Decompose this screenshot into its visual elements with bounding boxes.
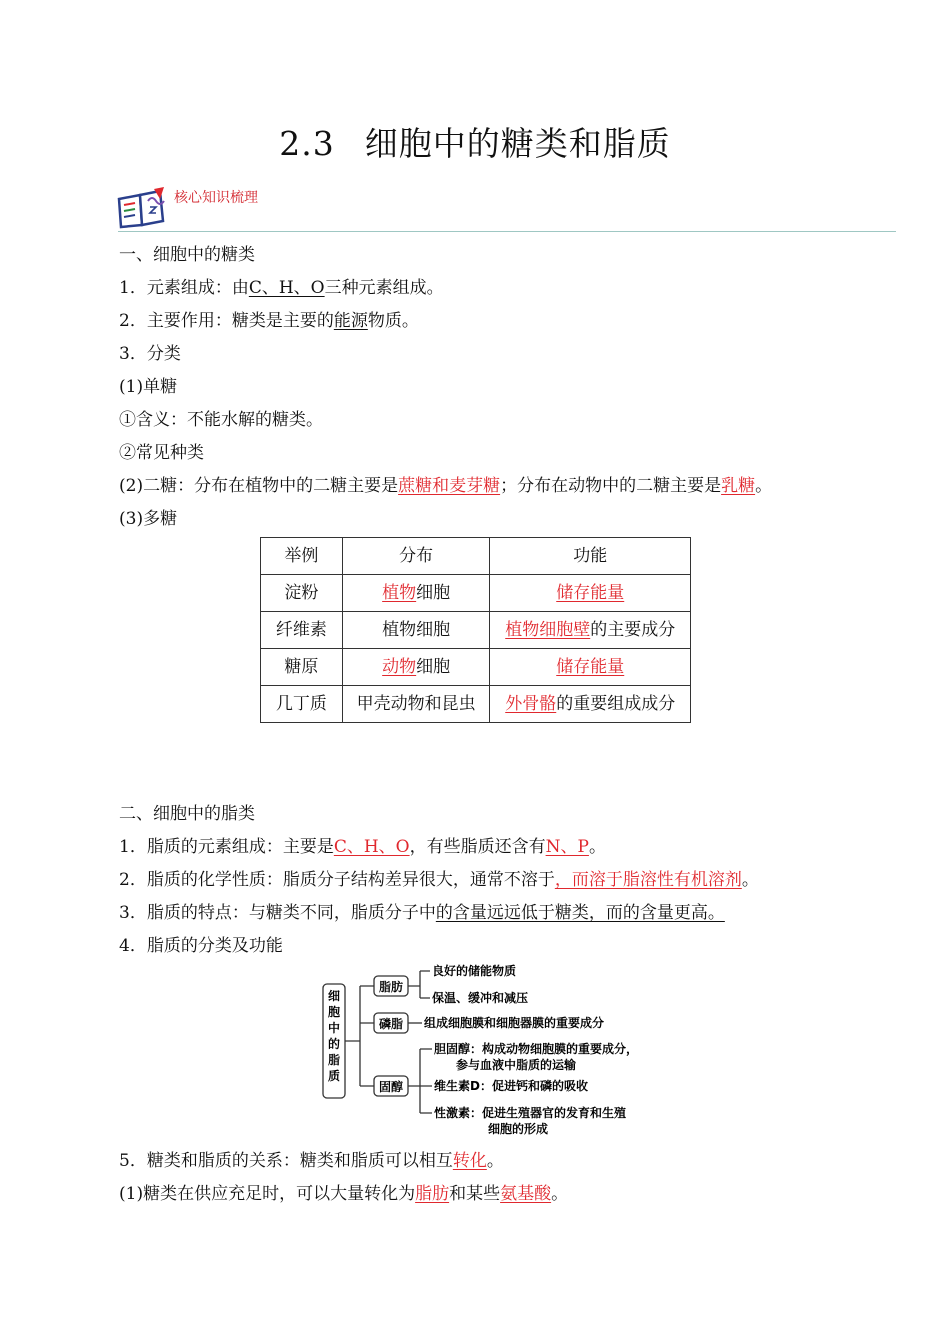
answer-fat: 脂肪 <box>415 1184 450 1204</box>
answer-extra-elements: N、P <box>545 837 589 857</box>
table-header: 举例 <box>261 538 343 575</box>
cholesterol-function-2: 参与血液中脂质的运输 <box>456 1058 577 1072</box>
sugars-line-5: ①含义：不能水解的糖类。 <box>119 410 323 430</box>
answer-solubility: ，而溶于脂溶性有机溶剂 <box>554 870 742 890</box>
lipids-line-2: 2．脂质的化学性质：脂质分子结构差异很大，通常不溶于，而溶于脂溶性有机溶剂。 <box>119 870 759 890</box>
sugars-line-3: 3．分类 <box>119 344 181 364</box>
phospholipid-function: 组成细胞膜和细胞器膜的重要成分 <box>424 1016 605 1030</box>
phospholipid-label: 磷脂 <box>378 1017 404 1031</box>
root-char: 质 <box>327 1069 341 1083</box>
answer-energy: 能源 <box>333 311 368 331</box>
table-row <box>261 612 691 649</box>
fat-function-1: 良好的储能物质 <box>432 964 517 978</box>
vitamin-d-function: 维生素D：促进钙和磷的吸收 <box>434 1079 588 1093</box>
table-cell: 储存能量 <box>490 575 691 612</box>
answer-animal-disaccharide: 乳糖 <box>721 476 756 496</box>
table-cell: 植物细胞壁的主要成分 <box>490 612 691 649</box>
sugars-line-2: 2．主要作用：糖类是主要的能源物质。 <box>119 311 419 331</box>
fat-label: 脂肪 <box>378 980 404 994</box>
sex-hormone-function-2: 细胞的形成 <box>488 1122 549 1136</box>
answer-amino-acids: 氨基酸 <box>500 1184 552 1204</box>
lipids-line-4: 4．脂质的分类及功能 <box>119 936 283 956</box>
answer-elements: C、H、O <box>248 278 325 298</box>
divider <box>118 231 896 232</box>
sterol-label: 固醇 <box>378 1080 404 1094</box>
table-row <box>261 649 691 686</box>
answer-convert: 转化 <box>452 1151 487 1171</box>
table-cell: 植物细胞 <box>342 575 490 612</box>
title-text: 细胞中的糖类和脂质 <box>364 124 671 163</box>
table-header: 功能 <box>490 538 691 575</box>
sugars-line-4: (1)单糖 <box>119 377 178 397</box>
lipid-classification-diagram <box>322 962 662 1140</box>
table-cell: 淀粉 <box>261 575 343 612</box>
table-cell: 几丁质 <box>261 686 343 723</box>
sex-hormone-function-1: 性激素：促进生殖器官的发育和生殖 <box>434 1106 627 1120</box>
table-cell: 动物细胞 <box>342 649 490 686</box>
table-header-row <box>261 538 691 575</box>
table-cell: 纤维素 <box>261 612 343 649</box>
table-cell: 植物细胞 <box>342 612 490 649</box>
sugars-line-7: (2)二糖：分布在植物中的二糖主要是蔗糖和麦芽糖；分布在动物中的二糖主要是乳糖。 <box>119 476 773 496</box>
root-char: 细 <box>327 989 341 1003</box>
polysaccharide-table <box>260 537 691 723</box>
answer-composition: 的含量远远低于糖类，而的含量更高。 <box>435 903 725 923</box>
lipids-line-1: 1．脂质的元素组成：主要是C、H、O，有些脂质还含有N、P。 <box>119 837 606 857</box>
table-header: 分布 <box>342 538 490 575</box>
page-title <box>0 118 950 165</box>
lipids-line-5: 5．糖类和脂质的关系：糖类和脂质可以相互转化。 <box>119 1151 504 1171</box>
section-number: 2.3 <box>279 124 335 163</box>
sugars-line-1: 1．元素组成：由C、H、O三种元素组成。 <box>119 278 444 298</box>
book-icon <box>116 185 166 229</box>
answer-plant-disaccharides: 蔗糖和麦芽糖 <box>398 476 501 496</box>
lipids-line-3: 3．脂质的特点：与糖类不同，脂质分子中的含量远远低于糖类，而的含量更高。 <box>119 903 725 923</box>
table-cell: 糖原 <box>261 649 343 686</box>
sugars-heading: 一、细胞中的糖类 <box>119 245 255 265</box>
table-cell: 甲壳动物和昆虫 <box>342 686 490 723</box>
table-row <box>261 575 691 612</box>
section-label: 核心知识梳理 <box>174 190 258 206</box>
root-char: 的 <box>327 1037 341 1051</box>
table-cell: 储存能量 <box>490 649 691 686</box>
answer-main-elements: C、H、O <box>333 837 410 857</box>
root-char: 脂 <box>327 1053 341 1067</box>
lipids-line-6: (1)糖类在供应充足时，可以大量转化为脂肪和某些氨基酸。 <box>119 1184 569 1204</box>
root-char: 中 <box>327 1021 341 1035</box>
table-cell: 外骨骼的重要组成成分 <box>490 686 691 723</box>
sugars-line-6: ②常见种类 <box>119 443 204 463</box>
fat-function-2: 保温、缓冲和减压 <box>432 991 529 1005</box>
sugars-line-8: (3)多糖 <box>119 509 178 529</box>
table-row <box>261 686 691 723</box>
cholesterol-function-1: 胆固醇：构成动物细胞膜的重要成分， <box>434 1042 639 1056</box>
root-char: 胞 <box>327 1005 341 1019</box>
lipids-heading: 二、细胞中的脂类 <box>119 804 255 824</box>
